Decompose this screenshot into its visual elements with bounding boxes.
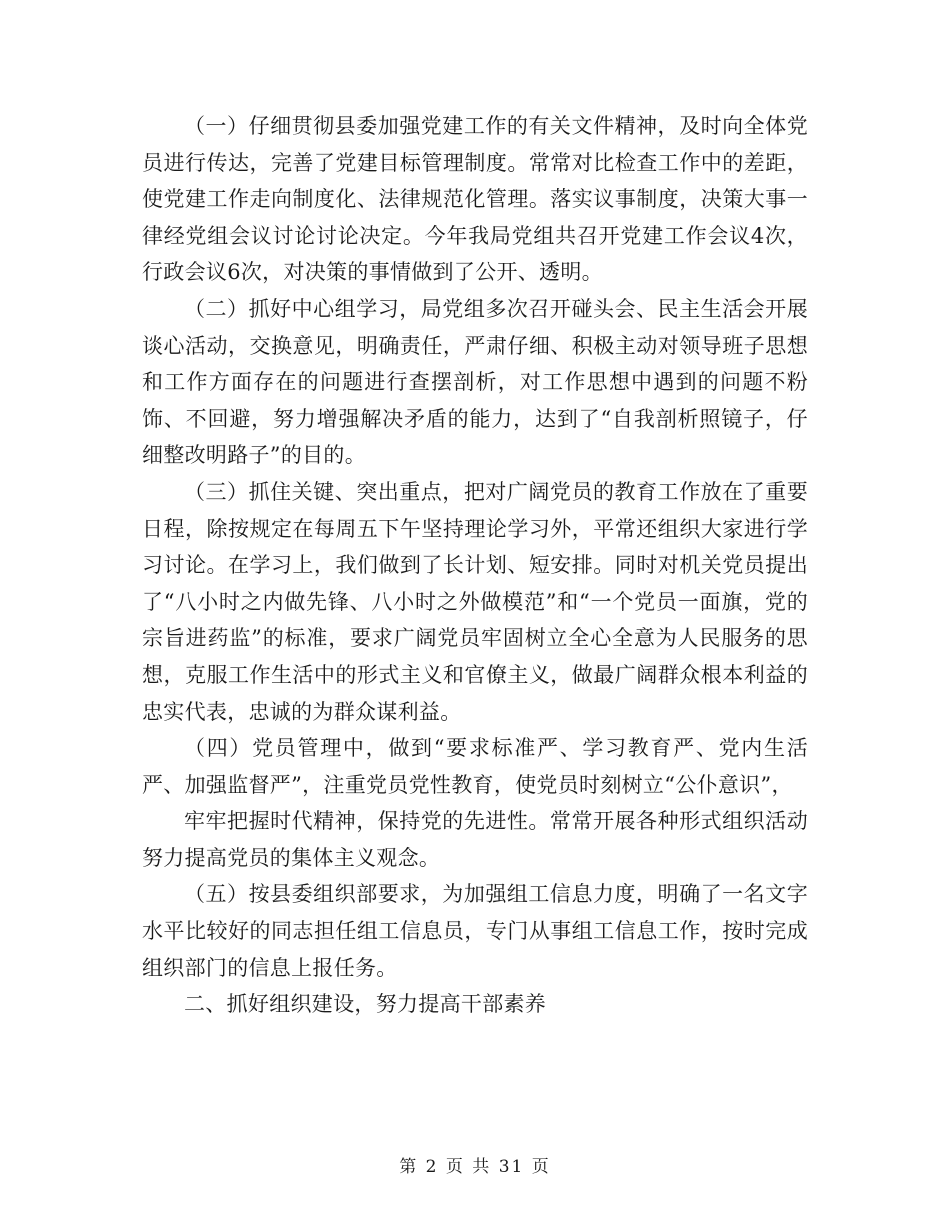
paragraph-1: （一）仔细贯彻县委加强党建工作的有关文件精神，及时向全体党员进行传达，完善了党建目标管理制度。常常对比检查工作中的差距，使党建工作走向制度化、法律规范化管理。落实议事制度，决策大事一律经党组会议讨论讨论决定。今年我局党组共召开党建工作会议4次，行政会议6次，对决策的事情做到了公开、透明。: [142, 114, 808, 285]
section-heading: 二、抓好组织建设，努力提高干部素养: [184, 992, 547, 1017]
document-body: [142, 108, 808, 1023]
paragraph-2: （二）抓好中心组学习，局党组多次召开碰头会、民主生活会开展谈心活动，交换意见，明确责任，严肃仔细、积极主动对领导班子思想和工作方面存在的问题进行查摆剖析，对工作思想中遇到的问题不粉饰、不回避，努力增强解决矛盾的能力，达到了“自我剖析照镜子，仔细整改明路子”的目的。: [142, 296, 808, 468]
paragraph-5: 牢牢把握时代精神，保持党的先进性。常常开展各种形式组织活动努力提高党员的集体主义观念。: [142, 809, 808, 870]
paragraph-3: （三）抓住关键、突出重点，把对广阔党员的教育工作放在了重要日程，除按规定在每周五下午坚持理论学习外，平常还组织大家进行学习讨论。在学习上，我们做到了长计划、短安排。同时对机关党员提出了“八小时之内做先锋、八小时之外做模范”和“一个党员一面旗，党的宗旨进药监”的标准，要求广阔党员牢固树立全心全意为人民服务的思想，克服工作生活中的形式主义和官僚主义，做最广阔群众根本利益的忠实代表，忠诚的为群众谋利益。: [142, 479, 808, 724]
paragraph-6: （五）按县委组织部要求，为加强组工信息力度，明确了一名文字水平比较好的同志担任组工信息员，专门从事组工信息工作，按时完成组织部门的信息上报任务。: [142, 882, 808, 980]
paragraph-4: （四）党员管理中，做到“要求标准严、学习教育严、党内生活严、加强监督严”，注重党员党性教育，使党员时刻树立“公仆意识”，: [142, 736, 808, 797]
page-footer: 第 2 页 共 31 页: [399, 1157, 551, 1177]
